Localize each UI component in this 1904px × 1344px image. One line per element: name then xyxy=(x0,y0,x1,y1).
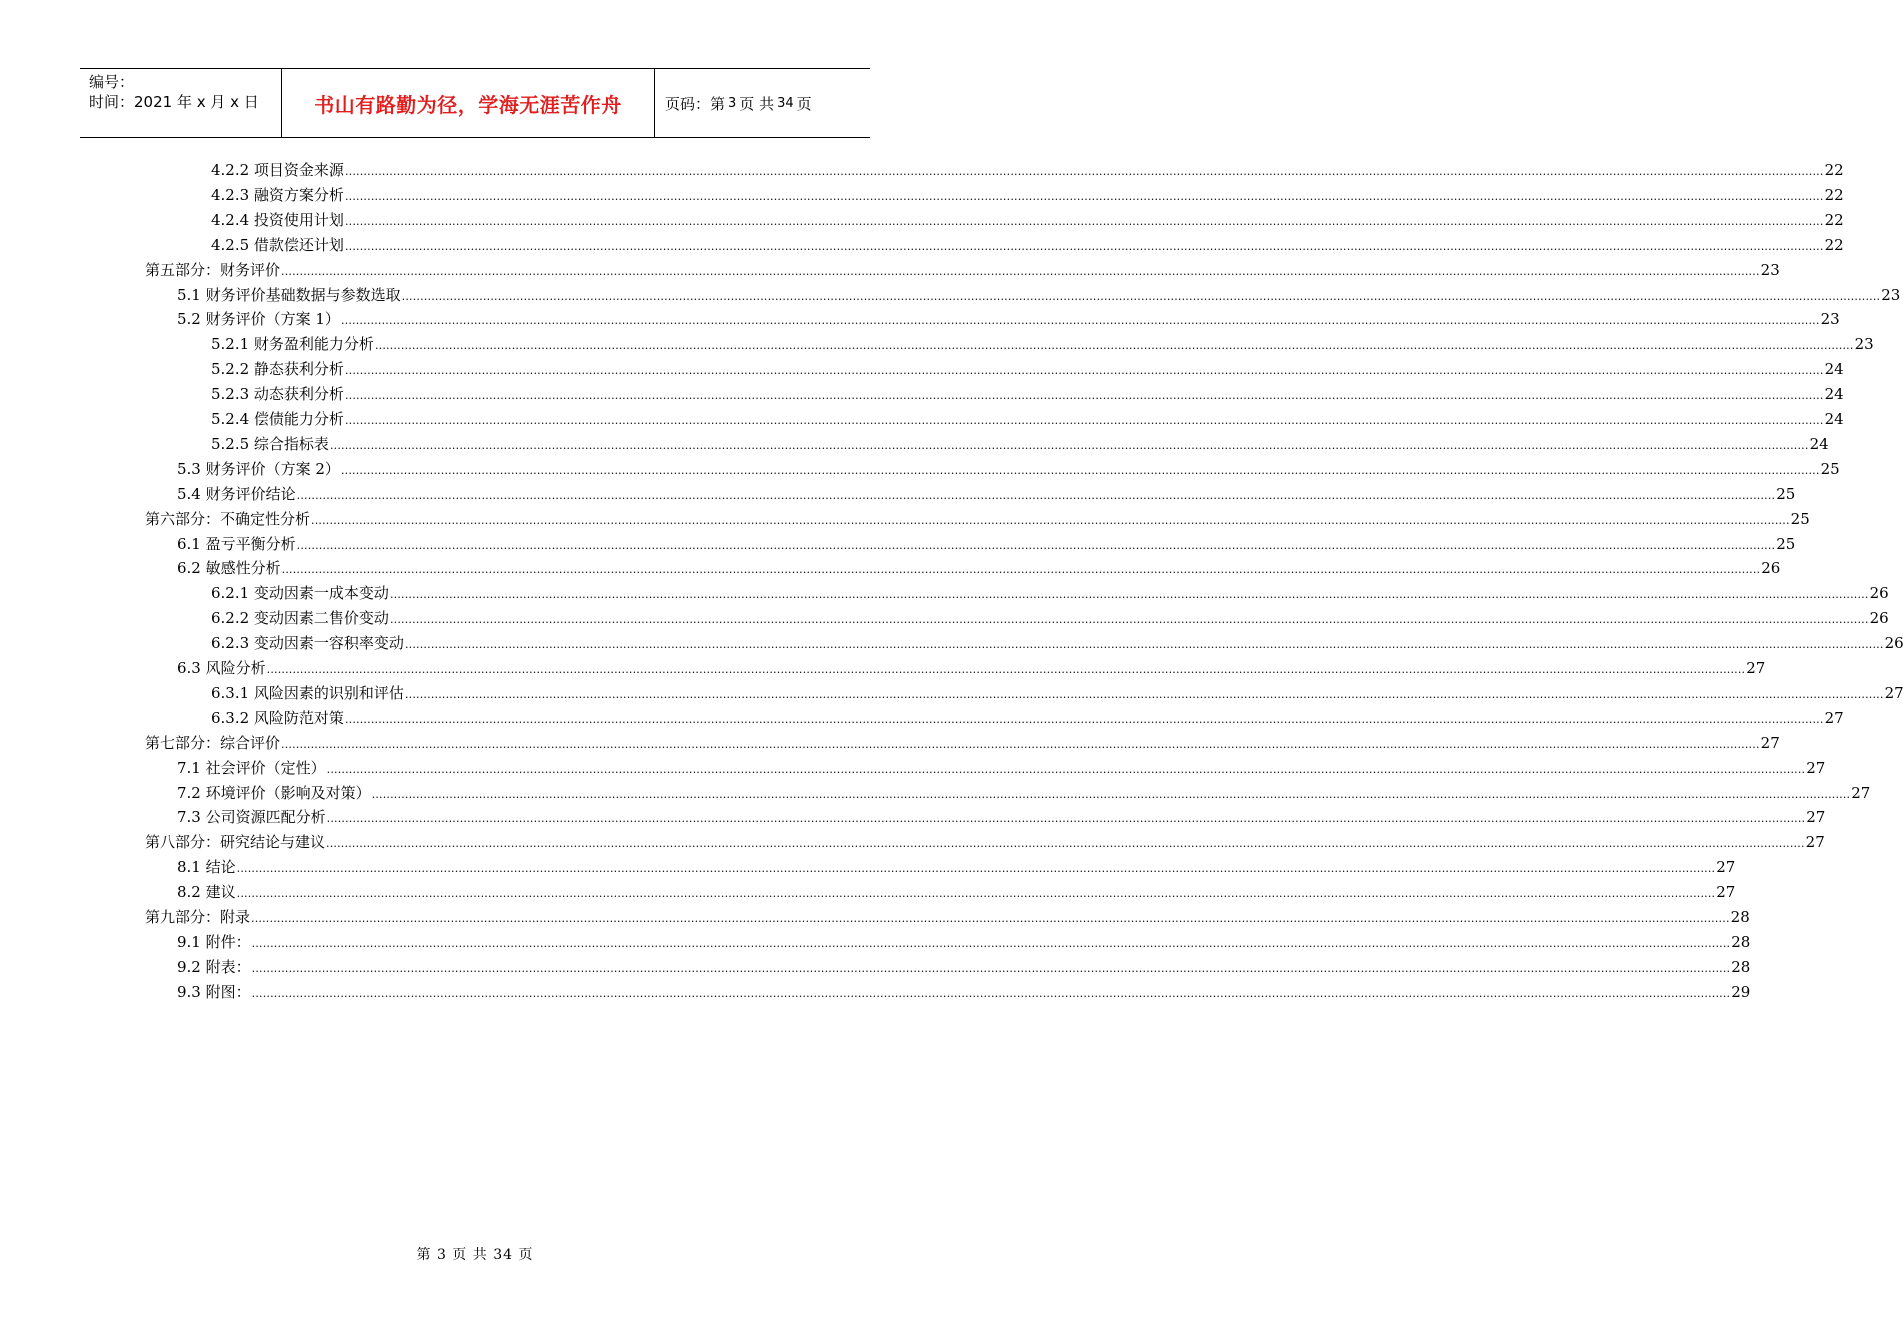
toc-entry[interactable] xyxy=(177,980,1751,1004)
toc-leader-dots: ................................................................................................................................................................................................................................................................................................................................................................................................................ xyxy=(236,862,1716,876)
toc-entry-page: 25 xyxy=(1820,459,1840,478)
toc-entry-title: 第七部分：综合评价 xyxy=(145,733,281,752)
toc-entry-title: 第八部分：研究结论与建议 xyxy=(145,833,326,852)
toc-entry-page: 23 xyxy=(1760,260,1780,279)
toc-entry[interactable] xyxy=(177,457,1840,481)
toc-leader-dots: ................................................................................................................................................................................................................................................................................................................................................................................................................ xyxy=(401,289,1881,303)
toc-leader-dots: ................................................................................................................................................................................................................................................................................................................................................................................................................ xyxy=(344,389,1824,403)
toc-entry[interactable] xyxy=(145,905,1750,929)
toc-entry-page: 24 xyxy=(1824,410,1844,428)
toc-entry-title: 第六部分：不确定性分析 xyxy=(145,509,311,528)
toc-entry-title: 5.2.5 综合指标表 xyxy=(211,434,329,453)
toc-leader-dots: ................................................................................................................................................................................................................................................................................................................................................................................................................ xyxy=(251,961,1731,975)
toc-entry-title: 6.1 盈亏平衡分析 xyxy=(177,534,296,553)
header-page-info xyxy=(655,69,870,137)
toc-entry-page: 24 xyxy=(1809,434,1829,453)
toc-entry-page: 25 xyxy=(1776,484,1796,503)
toc-entry[interactable] xyxy=(211,208,1844,232)
toc-leader-dots: ................................................................................................................................................................................................................................................................................................................................................................................................................ xyxy=(344,165,1824,178)
toc-entry-page: 28 xyxy=(1730,908,1750,926)
toc-entry-title: 5.4 财务评价结论 xyxy=(177,484,296,503)
toc-entry[interactable] xyxy=(211,581,1889,605)
toc-entry[interactable] xyxy=(177,283,1901,307)
toc-entry-title: 5.2.1 财务盈利能力分析 xyxy=(211,335,374,354)
toc-leader-dots: ................................................................................................................................................................................................................................................................................................................................................................................................................ xyxy=(344,239,1824,253)
header-meta xyxy=(80,69,282,137)
toc-entry[interactable] xyxy=(145,258,1780,282)
toc-entry-page: 28 xyxy=(1731,957,1751,976)
toc-entry[interactable] xyxy=(177,656,1766,680)
toc-entry-page: 22 xyxy=(1824,161,1844,179)
toc-entry-page: 26 xyxy=(1884,634,1904,653)
toc-entry[interactable] xyxy=(177,532,1796,556)
toc-entry[interactable] xyxy=(177,307,1840,331)
toc-entry-title: 9.2 附表： xyxy=(177,957,251,976)
toc-entry[interactable] xyxy=(177,955,1751,979)
serial-label: 编号： xyxy=(89,73,135,91)
toc-entry-title: 6.2.1 变动因素一成本变动 xyxy=(211,584,389,603)
toc-entry-page: 27 xyxy=(1806,758,1826,777)
toc-entry-page: 27 xyxy=(1824,708,1844,727)
page-total: 34 xyxy=(777,95,794,111)
toc-leader-dots: ................................................................................................................................................................................................................................................................................................................................................................................................................ xyxy=(296,538,1776,552)
toc-entry-title: 5.3 财务评价（方案 2） xyxy=(177,459,340,478)
toc-leader-dots: ................................................................................................................................................................................................................................................................................................................................................................................................................ xyxy=(251,936,1731,950)
toc-entry-title: 第五部分：财务评价 xyxy=(145,260,281,279)
toc-leader-dots: ................................................................................................................................................................................................................................................................................................................................................................................................................ xyxy=(389,613,1869,627)
toc-entry-page: 22 xyxy=(1824,210,1844,229)
page-prefix: 页码：第 xyxy=(665,94,726,113)
toc-entry-title: 9.1 附件： xyxy=(177,932,251,951)
toc-entry-title: 4.2.2 项目资金来源 xyxy=(211,161,344,179)
toc-leader-dots: ................................................................................................................................................................................................................................................................................................................................................................................................................ xyxy=(344,414,1824,427)
toc-entry-page: 23 xyxy=(1820,310,1840,329)
toc-leader-dots: ................................................................................................................................................................................................................................................................................................................................................................................................................ xyxy=(340,463,1820,477)
toc-entry-page: 22 xyxy=(1824,185,1844,204)
toc-entry-page: 27 xyxy=(1851,783,1871,802)
toc-entry-page: 27 xyxy=(1884,683,1904,702)
page-mid: 页 共 xyxy=(739,94,775,113)
toc-leader-dots: ................................................................................................................................................................................................................................................................................................................................................................................................................ xyxy=(404,638,1884,652)
toc-entry-title: 6.2.3 变动因素一容积率变动 xyxy=(211,634,404,653)
toc-entry[interactable] xyxy=(177,855,1736,879)
toc-leader-dots: ................................................................................................................................................................................................................................................................................................................................................................................................................ xyxy=(281,264,1760,278)
toc-entry-page: 23 xyxy=(1854,335,1874,354)
toc-entry-page: 27 xyxy=(1760,733,1780,752)
toc-entry[interactable] xyxy=(177,781,1871,805)
toc-entry[interactable] xyxy=(211,631,1904,655)
toc-leader-dots: ................................................................................................................................................................................................................................................................................................................................................................................................................ xyxy=(344,189,1824,203)
toc-entry-page: 24 xyxy=(1824,360,1844,379)
toc-entry-title: 7.3 公司资源匹配分析 xyxy=(177,808,326,827)
toc-entry-title: 5.2.3 动态获利分析 xyxy=(211,385,344,404)
toc-entry[interactable] xyxy=(177,482,1796,506)
toc-entry-page: 28 xyxy=(1731,932,1751,951)
time-label: 时间：2021 年 x 月 x 日 xyxy=(89,93,259,111)
toc-entry-title: 6.2.2 变动因素二售价变动 xyxy=(211,609,389,628)
toc-leader-dots: ................................................................................................................................................................................................................................................................................................................................................................................................................ xyxy=(251,986,1731,1000)
toc-leader-dots: ................................................................................................................................................................................................................................................................................................................................................................................................................ xyxy=(374,339,1854,353)
toc-leader-dots: ................................................................................................................................................................................................................................................................................................................................................................................................................ xyxy=(344,364,1824,378)
toc-entry[interactable] xyxy=(211,432,1829,456)
toc-leader-dots: ................................................................................................................................................................................................................................................................................................................................................................................................................ xyxy=(329,438,1809,452)
toc-leader-dots: ................................................................................................................................................................................................................................................................................................................................................................................................................ xyxy=(344,214,1824,228)
toc-entry-title: 5.2.4 偿债能力分析 xyxy=(211,410,344,428)
toc-entry[interactable] xyxy=(211,407,1844,431)
toc-leader-dots: ................................................................................................................................................................................................................................................................................................................................................................................................................ xyxy=(251,912,1730,925)
toc-entry-page: 27 xyxy=(1806,808,1826,827)
toc-entry[interactable] xyxy=(211,183,1844,207)
toc-entry[interactable] xyxy=(211,606,1889,630)
toc-entry[interactable] xyxy=(145,731,1780,755)
toc-leader-dots: ................................................................................................................................................................................................................................................................................................................................................................................................................ xyxy=(389,588,1869,602)
toc-entry-title: 6.3 风险分析 xyxy=(177,659,266,677)
toc-leader-dots: ................................................................................................................................................................................................................................................................................................................................................................................................................ xyxy=(266,663,1746,676)
toc-entry[interactable] xyxy=(211,233,1844,257)
toc-leader-dots: ................................................................................................................................................................................................................................................................................................................................................................................................................ xyxy=(236,887,1716,901)
toc-entry-page: 26 xyxy=(1869,609,1889,628)
toc-entry[interactable] xyxy=(211,382,1844,406)
toc-entry-title: 4.2.3 融资方案分析 xyxy=(211,185,344,204)
toc-entry[interactable] xyxy=(145,507,1810,531)
toc-leader-dots: ................................................................................................................................................................................................................................................................................................................................................................................................................ xyxy=(404,687,1884,701)
page-header xyxy=(80,68,870,138)
toc-entry-page: 27 xyxy=(1746,659,1766,677)
toc-leader-dots: ................................................................................................................................................................................................................................................................................................................................................................................................................ xyxy=(311,513,1790,527)
toc-entry[interactable] xyxy=(211,681,1904,705)
toc-entry-title: 6.3.2 风险防范对策 xyxy=(211,708,344,727)
toc-entry-title: 第九部分：附录 xyxy=(145,908,251,926)
toc-entry[interactable] xyxy=(177,805,1826,829)
toc-entry-page: 23 xyxy=(1881,285,1901,304)
toc-entry-page: 24 xyxy=(1824,385,1844,404)
toc-entry-page: 22 xyxy=(1824,235,1844,254)
toc-entry-title: 5.2 财务评价（方案 1） xyxy=(177,310,340,329)
toc-entry-page: 27 xyxy=(1716,883,1736,902)
toc-entry-title: 5.1 财务评价基础数据与参数选取 xyxy=(177,285,401,304)
toc-leader-dots: ................................................................................................................................................................................................................................................................................................................................................................................................................ xyxy=(296,488,1776,502)
page-suffix: 页 xyxy=(796,94,812,113)
toc-entry-page: 29 xyxy=(1731,982,1751,1001)
toc-entry-title: 5.2.2 静态获利分析 xyxy=(211,360,344,379)
header-motto: 书山有路勤为径，学海无涯苦作舟 xyxy=(282,69,655,137)
page-current: 3 xyxy=(728,95,737,111)
toc-entry[interactable] xyxy=(211,706,1844,730)
toc-entry-page: 27 xyxy=(1716,858,1736,877)
toc-entry-title: 7.1 社会评价（定性） xyxy=(177,758,326,777)
toc-entry-page: 26 xyxy=(1761,559,1781,578)
toc-leader-dots: ................................................................................................................................................................................................................................................................................................................................................................................................................ xyxy=(340,314,1820,328)
toc-leader-dots: ................................................................................................................................................................................................................................................................................................................................................................................................................ xyxy=(326,762,1806,776)
toc-leader-dots: ................................................................................................................................................................................................................................................................................................................................................................................................................ xyxy=(326,837,1805,851)
toc-entry-title: 8.1 结论 xyxy=(177,858,236,877)
toc-entry-page: 26 xyxy=(1869,584,1889,603)
toc-entry-page: 25 xyxy=(1790,509,1810,528)
toc-leader-dots: ................................................................................................................................................................................................................................................................................................................................................................................................................ xyxy=(326,812,1806,826)
toc-entry[interactable] xyxy=(211,158,1844,182)
toc-leader-dots: ................................................................................................................................................................................................................................................................................................................................................................................................................ xyxy=(344,712,1824,726)
toc-leader-dots: ................................................................................................................................................................................................................................................................................................................................................................................................................ xyxy=(281,737,1760,751)
toc-entry[interactable] xyxy=(177,880,1736,904)
page-footer: 第 3 页 共 34 页 xyxy=(416,1247,534,1263)
toc-entry-title: 6.3.1 风险因素的识别和评估 xyxy=(211,683,404,702)
toc-entry[interactable] xyxy=(177,556,1781,580)
toc-entry-title: 8.2 建议 xyxy=(177,883,236,902)
toc-entry-page: 27 xyxy=(1805,833,1825,852)
toc-entry[interactable] xyxy=(211,332,1874,356)
toc-leader-dots: ................................................................................................................................................................................................................................................................................................................................................................................................................ xyxy=(371,787,1851,801)
toc-entry[interactable] xyxy=(177,756,1826,780)
toc-entry[interactable] xyxy=(177,930,1751,954)
toc-entry[interactable] xyxy=(145,830,1825,854)
toc-entry-title: 4.2.4 投资使用计划 xyxy=(211,210,344,229)
toc-entry[interactable] xyxy=(211,357,1844,381)
toc-entry-title: 4.2.5 借款偿还计划 xyxy=(211,235,344,254)
toc-entry-title: 9.3 附图： xyxy=(177,982,251,1001)
toc-entry-page: 25 xyxy=(1776,534,1796,553)
toc-leader-dots: ................................................................................................................................................................................................................................................................................................................................................................................................................ xyxy=(281,563,1761,577)
toc-entry-title: 7.2 环境评价（影响及对策） xyxy=(177,783,371,802)
toc-entry-title: 6.2 敏感性分析 xyxy=(177,559,281,578)
